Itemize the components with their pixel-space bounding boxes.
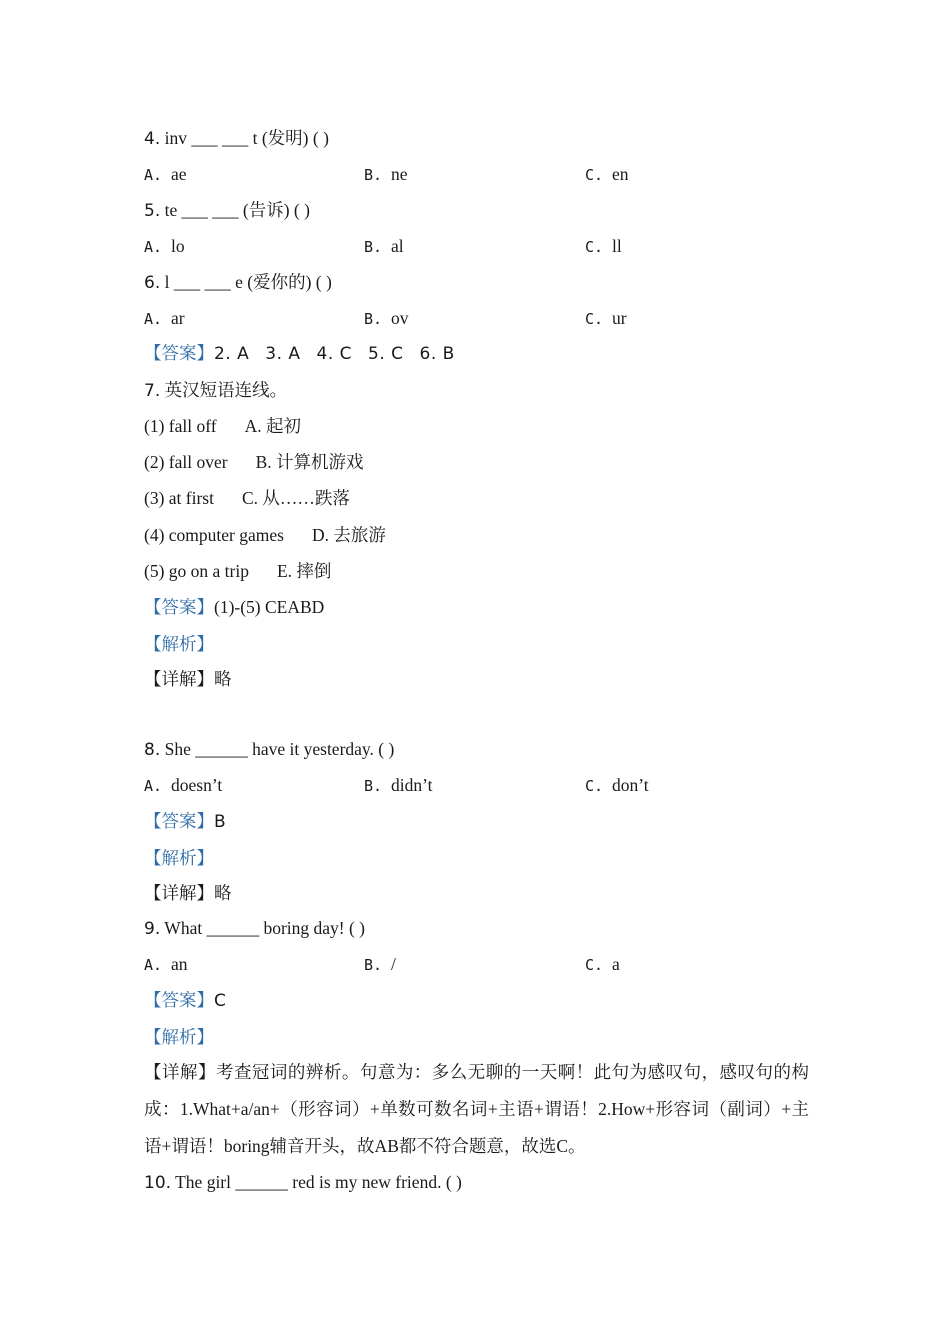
- detail-tag: 【详解】: [144, 669, 214, 689]
- question-number: 10.: [144, 1173, 172, 1193]
- question-9-answer: [144, 988, 226, 1013]
- question-8-detail: [144, 881, 232, 905]
- match-row: (2) fall over B. 计算机游戏: [144, 452, 364, 472]
- question-8-answer: [144, 809, 226, 834]
- question-number: 5.: [144, 201, 161, 221]
- answer-tag: 【答案】: [144, 990, 214, 1010]
- option-b: B. /: [364, 954, 396, 974]
- match-row: (3) at first C. 从……跌落: [144, 488, 350, 508]
- answer-tag: 【答案】: [144, 343, 214, 363]
- question-text: l ___ ___ e (爱你的) ( ): [164, 272, 332, 292]
- match-row: (4) computer games D. 去旅游: [144, 525, 386, 545]
- analysis-tag: 【解析】: [144, 1027, 214, 1047]
- question-9-detail: [144, 1054, 809, 1165]
- question-text: te ___ ___ (告诉) ( ): [164, 200, 310, 220]
- option-a: A. lo: [144, 236, 185, 256]
- answer-tag: 【答案】: [144, 597, 214, 617]
- answer-text: (1)-(5) CEABD: [214, 597, 325, 617]
- option-c: C. ll: [585, 236, 622, 256]
- question-number: 9.: [144, 919, 161, 939]
- detail-tag: 【详解】: [144, 1062, 216, 1082]
- option-b: B. ne: [364, 164, 408, 184]
- question-7: [144, 378, 287, 403]
- question-7-analysis: [144, 632, 214, 656]
- question-text: 英汉短语连线。: [164, 380, 288, 400]
- question-number: 7.: [144, 381, 161, 401]
- question-number: 8.: [144, 740, 161, 760]
- option-b: B. didn’t: [364, 775, 433, 795]
- answer-text: B: [214, 812, 226, 832]
- option-a: A. ae: [144, 164, 187, 184]
- answer-keys: 2. A 3. A 4. C 5. C 6. B: [214, 344, 455, 364]
- question-8-analysis: [144, 846, 214, 870]
- option-c: C. don’t: [585, 775, 649, 795]
- option-a: A. ar: [144, 308, 185, 328]
- option-c: C. ur: [585, 308, 627, 328]
- option-b: B. al: [364, 236, 404, 256]
- question-5-options: [144, 234, 844, 258]
- question-number: 6.: [144, 273, 161, 293]
- question-5: [144, 198, 310, 223]
- question-4-options: [144, 162, 844, 186]
- question-9-analysis: [144, 1025, 214, 1049]
- option-c: C. a: [585, 954, 620, 974]
- question-8: [144, 737, 394, 762]
- answers-2-6: [144, 341, 471, 366]
- option-c: C. en: [585, 164, 629, 184]
- question-7-answer: [144, 595, 324, 619]
- question-10: [144, 1170, 462, 1195]
- question-text: She ______ have it yesterday. ( ): [164, 739, 395, 759]
- analysis-tag: 【解析】: [144, 848, 214, 868]
- answer-text: C: [214, 991, 226, 1011]
- question-7-detail: [144, 667, 232, 691]
- question-6: [144, 270, 332, 295]
- option-a: A. doesn’t: [144, 775, 223, 795]
- question-text: What ______ boring day! ( ): [164, 918, 366, 938]
- question-text: The girl ______ red is my new friend. ( ): [175, 1172, 462, 1192]
- question-6-options: [144, 306, 844, 330]
- answer-tag: 【答案】: [144, 811, 214, 831]
- question-number: 4.: [144, 129, 161, 149]
- question-4: [144, 126, 329, 151]
- question-9: [144, 916, 365, 941]
- question-8-options: [144, 773, 844, 797]
- detail-text: 考查冠词的辨析。句意为：多么无聊的一天啊！此句为感叹句，感叹句的构成：1.What+a/an+（形容词）+单数可数名词+主语+谓语！2.How+形容词（副词）+主语+谓语！boring辅音开头，故AB都不符合题意，故选C。: [144, 1062, 810, 1156]
- match-row: (5) go on a trip E. 摔倒: [144, 561, 332, 581]
- detail-tag: 【详解】: [144, 883, 214, 903]
- question-text: inv ___ ___ t (发明) ( ): [164, 128, 329, 148]
- detail-text: 略: [214, 669, 232, 689]
- match-row: (1) fall off A. 起初: [144, 416, 301, 436]
- analysis-tag: 【解析】: [144, 634, 214, 654]
- detail-text: 略: [214, 883, 232, 903]
- option-b: B. ov: [364, 308, 409, 328]
- option-a: A. an: [144, 954, 188, 974]
- question-9-options: [144, 952, 844, 976]
